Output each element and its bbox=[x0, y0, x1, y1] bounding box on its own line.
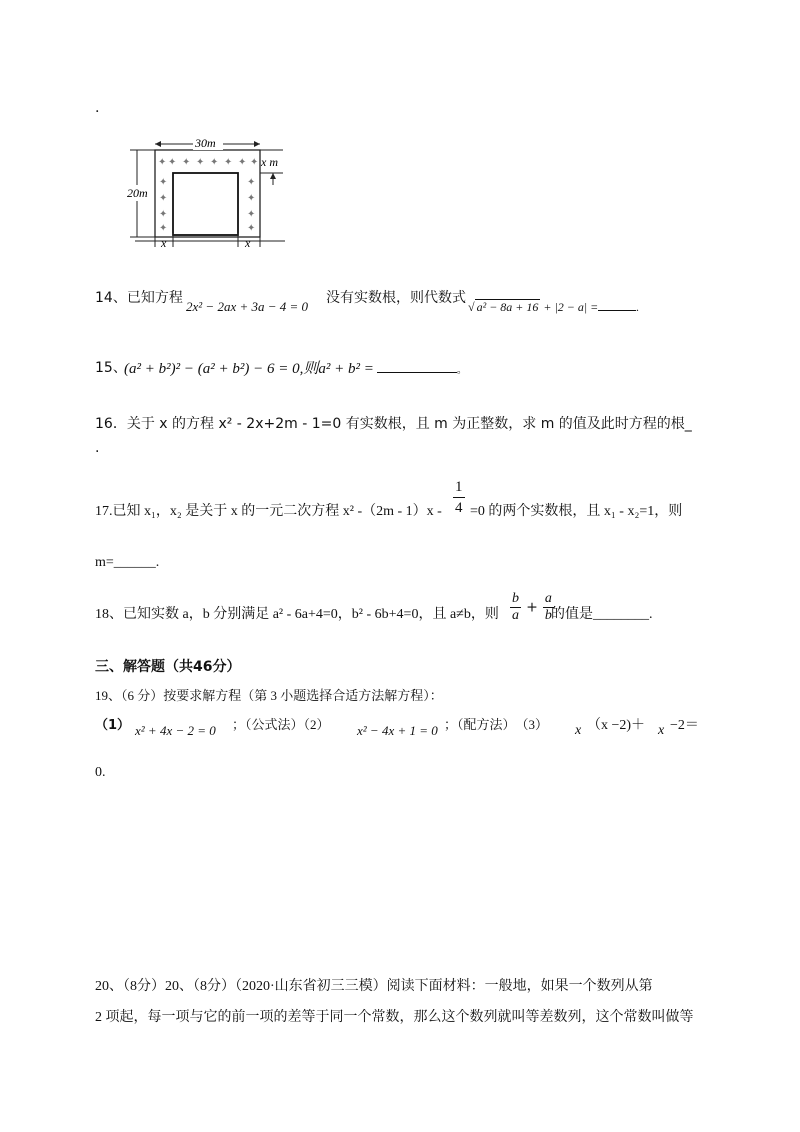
q19-item3-b: （x −2)＋ bbox=[587, 718, 646, 733]
x-left-label: x bbox=[161, 236, 167, 250]
svg-text:✦: ✦ bbox=[196, 157, 205, 168]
inner-rectangle bbox=[173, 173, 238, 235]
q19-item3-c: x bbox=[658, 723, 665, 738]
x-right-label: x bbox=[245, 236, 251, 250]
q18-f1-den: a bbox=[512, 608, 519, 623]
svg-text:✦: ✦ bbox=[224, 157, 233, 168]
q18-part1: 18、已知实数 a，b 分别满足 a² - 6a+4=0，b² - 6b+4=0，且 a≠b，则 bbox=[95, 607, 499, 622]
svg-text:✦: ✦ bbox=[247, 209, 256, 220]
q14-middle: 没有实数根，则代数式 bbox=[326, 290, 466, 306]
q19-item1-eq: x² + 4x − 2 = 0 bbox=[135, 723, 216, 738]
q15-suffix: 。 bbox=[456, 365, 467, 376]
q14-abs: + |2 − a| = bbox=[543, 300, 599, 314]
q16-line2: . bbox=[95, 440, 100, 456]
q19-item2-method: ；（配方法） （3） bbox=[444, 717, 549, 732]
q15-number: 15、 bbox=[95, 360, 127, 376]
q20-line1: 20、（8分）20、（8分）（2020·山东省初三三模）阅读下面材料：一般地，如果一个数列从第 bbox=[95, 979, 653, 994]
svg-text:✦: ✦ bbox=[159, 193, 168, 204]
q14-expression: √ a² − 8a + 16 + |2 − a| = . bbox=[468, 300, 640, 314]
q14-number: 14、 bbox=[95, 290, 127, 306]
q20-line2: 2 项起，每一项与它的前一项的差等于同一个常数，那么这个数列就叫等差数列，这个常数叫做等 bbox=[95, 1010, 694, 1025]
svg-text:✦: ✦ bbox=[238, 157, 247, 168]
svg-text:✦: ✦ bbox=[247, 193, 256, 204]
svg-text:✦: ✦ bbox=[159, 177, 168, 188]
section-title: 三、解答题（共46分） bbox=[95, 659, 241, 675]
garden-figure bbox=[125, 135, 290, 250]
q19-line2: 0. bbox=[95, 765, 106, 780]
q18-fractions bbox=[510, 591, 554, 624]
page-dot: . bbox=[95, 100, 100, 116]
width-label: 30m bbox=[195, 136, 216, 150]
svg-text:✦: ✦ bbox=[159, 223, 168, 234]
q14-answer-blank bbox=[598, 298, 636, 311]
svg-text:✦: ✦ bbox=[247, 177, 256, 188]
q17-part1: 17.已知 x₁，x₂ 是关于 x 的一元二次方程 x² -（2m - 1）x - bbox=[95, 504, 442, 519]
q18-f1-num: b bbox=[512, 591, 519, 606]
q14 bbox=[95, 287, 183, 307]
q19-item2-eq: x² − 4x + 1 = 0 bbox=[357, 723, 438, 738]
q17-frac-den: 4 bbox=[455, 500, 463, 516]
q16-line1: 16．关于 x 的方程 x² - 2x+2m - 1=0 有实数根，且 m 为正整数，求 m 的值及此时方程的根_ bbox=[95, 416, 692, 432]
q15-answer-blank bbox=[377, 360, 457, 373]
svg-text:✦: ✦ bbox=[158, 157, 167, 168]
q17-line2: m=______. bbox=[95, 555, 160, 570]
q19-item1-label: （1） bbox=[95, 718, 131, 733]
svg-text:✦: ✦ bbox=[250, 157, 259, 168]
q14-equation: 2x² − 2ax + 3a − 4 = 0 bbox=[186, 299, 309, 314]
q15-equation bbox=[124, 357, 467, 378]
q14-suffix: . bbox=[636, 300, 640, 314]
q18-part2: 的值是________. bbox=[551, 607, 653, 622]
q15-equation-text: (a² + b²)² − (a² + b²) − 6 = 0,则a² + b² = bbox=[124, 361, 374, 377]
q18-plus: + bbox=[526, 599, 538, 616]
q14-prefix: 已知方程 bbox=[126, 290, 183, 306]
q19-item1-method: ；（公式法）（2） bbox=[232, 717, 330, 732]
svg-text:✦: ✦ bbox=[159, 209, 168, 220]
q14-sqrt-content: a² − 8a + 16 bbox=[476, 300, 539, 314]
svg-text:✦: ✦ bbox=[182, 157, 191, 168]
svg-text:✦: ✦ bbox=[168, 157, 177, 168]
q17-part2: =0 的两个实数根，且 x₁ - x₂=1，则 bbox=[470, 504, 683, 519]
q17-frac-num: 1 bbox=[453, 477, 465, 498]
svg-text:✦: ✦ bbox=[210, 157, 219, 168]
q19-item3-a: x bbox=[575, 723, 582, 738]
svg-text:✦: ✦ bbox=[247, 223, 256, 234]
q19-item3-d: −2＝ bbox=[670, 718, 699, 733]
q18-f2-den: b bbox=[544, 608, 552, 623]
q18-f2-num: a bbox=[544, 591, 552, 606]
path-label: x m bbox=[261, 155, 278, 169]
q19-intro: 19、（6 分）按要求解方程（第 3 小题选择合适方法解方程）： bbox=[95, 688, 443, 703]
height-label: 20m bbox=[127, 186, 148, 200]
q17-fraction bbox=[453, 477, 465, 518]
